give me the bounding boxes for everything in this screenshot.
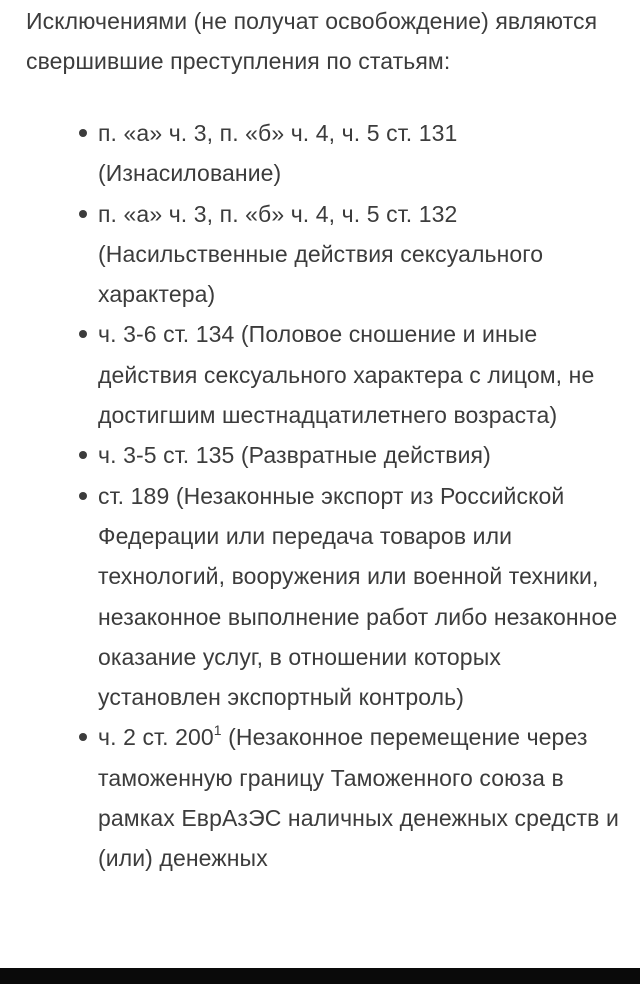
article-content: [26, 0, 626, 879]
list-item: [26, 435, 626, 475]
list-item-text-end: (Незаконное перемещение через таможенную границу Таможенного союза в рамках ЕврАзЭС наличных денежных средств и (или) денежных: [98, 724, 619, 872]
list-item: [26, 194, 626, 315]
bullet-icon: [79, 330, 87, 338]
bullet-icon: [79, 451, 87, 459]
bullet-icon: [79, 129, 87, 137]
bullet-icon: [79, 733, 87, 741]
list-item: [26, 717, 626, 878]
list-item-text: ст. 189 (Незаконные экспорт из Российской Федерации или передача товаров или технологий, вооружения или военной техники, незаконное выполнение работ либо незаконное оказание услуг, в отношении которых установлен экспортный контроль): [98, 482, 618, 711]
list-item: [26, 476, 626, 718]
list-item-text-start: ч. 2 ст. 200: [98, 724, 214, 751]
list-item-text: ч. 3-5 ст. 135 (Развратные действия): [98, 442, 491, 469]
list-item-text: ч. 3-6 ст. 134 (Половое сношение и иные действия сексуального характера с лицом, не достигшим шестнадцатилетнего возраста): [98, 321, 595, 429]
list-item: [26, 314, 626, 435]
list-item-text: п. «а» ч. 3, п. «б» ч. 4, ч. 5 ст. 132 (Насильственные действия сексуального характера): [98, 200, 544, 308]
exceptions-list: [26, 113, 626, 879]
superscript-marker: 1: [213, 721, 222, 738]
bullet-icon: [79, 210, 87, 218]
bullet-icon: [79, 492, 87, 500]
list-item: [26, 113, 626, 194]
bottom-bar: [0, 968, 640, 984]
list-item-text: п. «а» ч. 3, п. «б» ч. 4, ч. 5 ст. 131 (Изнасилование): [98, 120, 458, 187]
intro-paragraph: Исключениями (не получат освобождение) являются свершившие преступления по статьям:: [26, 8, 598, 74]
